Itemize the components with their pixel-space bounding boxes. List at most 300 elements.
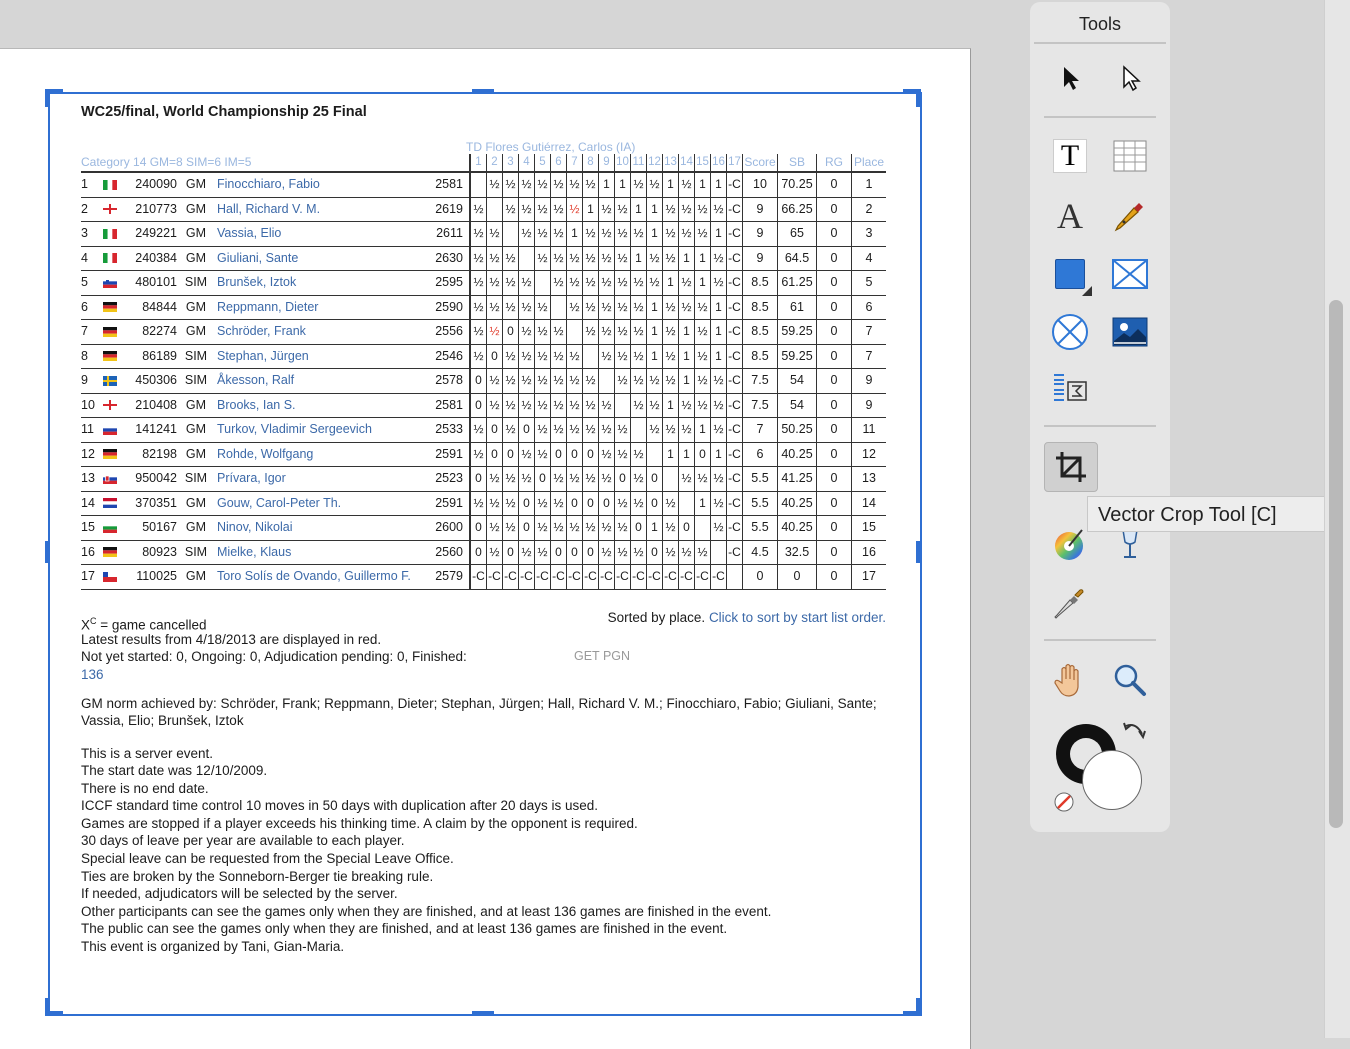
- game-result[interactable]: ½: [615, 295, 631, 320]
- game-result[interactable]: 1: [647, 344, 663, 369]
- game-result[interactable]: ½: [599, 442, 615, 467]
- game-result[interactable]: ½: [599, 540, 615, 565]
- game-result[interactable]: ½: [470, 442, 487, 467]
- game-result[interactable]: ½: [487, 222, 503, 247]
- game-result[interactable]: 0: [583, 442, 599, 467]
- pen-icon[interactable]: [1108, 194, 1152, 238]
- game-result[interactable]: 0: [535, 467, 551, 492]
- game-result[interactable]: ½: [567, 393, 583, 418]
- game-result[interactable]: ½: [535, 172, 551, 197]
- game-result[interactable]: [711, 540, 727, 565]
- game-result[interactable]: ½: [599, 246, 615, 271]
- game-result[interactable]: 1: [695, 491, 711, 516]
- game-result[interactable]: 1: [711, 172, 727, 197]
- game-result[interactable]: ½: [567, 516, 583, 541]
- game-result[interactable]: 1: [663, 271, 679, 296]
- game-result[interactable]: ½: [583, 418, 599, 443]
- game-result[interactable]: ½: [663, 320, 679, 345]
- game-result[interactable]: ½: [647, 393, 663, 418]
- game-result[interactable]: [535, 271, 551, 296]
- game-result[interactable]: ½: [647, 172, 663, 197]
- game-result[interactable]: ½: [519, 442, 535, 467]
- game-result[interactable]: 0: [567, 442, 583, 467]
- game-result[interactable]: -C: [727, 320, 743, 345]
- game-result[interactable]: ½: [631, 369, 647, 394]
- game-result[interactable]: ½: [583, 295, 599, 320]
- game-result[interactable]: -C: [519, 565, 535, 590]
- game-result[interactable]: -C: [727, 491, 743, 516]
- game-result[interactable]: ½: [615, 418, 631, 443]
- game-result[interactable]: ½: [551, 222, 567, 247]
- player-name-link[interactable]: Brunšek, Iztok: [215, 271, 427, 296]
- game-result[interactable]: -C: [727, 369, 743, 394]
- game-result[interactable]: ½: [519, 467, 535, 492]
- game-result[interactable]: -C: [503, 565, 519, 590]
- game-result[interactable]: ½: [551, 271, 567, 296]
- handle-top-left-v[interactable]: [45, 89, 50, 107]
- game-result[interactable]: ½: [470, 320, 487, 345]
- handle-bottom-left-v[interactable]: [45, 998, 50, 1016]
- game-result[interactable]: 1: [583, 197, 599, 222]
- player-name-link[interactable]: Rohde, Wolfgang: [215, 442, 427, 467]
- game-result[interactable]: 0: [599, 491, 615, 516]
- game-result[interactable]: [567, 320, 583, 345]
- game-result[interactable]: 1: [647, 516, 663, 541]
- game-result[interactable]: -C: [583, 565, 599, 590]
- game-result[interactable]: 1: [695, 418, 711, 443]
- game-result[interactable]: -C: [727, 222, 743, 247]
- image-icon[interactable]: [1108, 310, 1152, 354]
- game-result[interactable]: ½: [583, 271, 599, 296]
- game-result[interactable]: -C: [663, 565, 679, 590]
- game-result[interactable]: ½: [679, 540, 695, 565]
- game-result[interactable]: ½: [631, 222, 647, 247]
- game-result[interactable]: -C: [679, 565, 695, 590]
- game-result[interactable]: 0: [519, 491, 535, 516]
- game-result[interactable]: [695, 516, 711, 541]
- player-name-link[interactable]: Mielke, Klaus: [215, 540, 427, 565]
- game-result[interactable]: 0: [631, 516, 647, 541]
- game-result[interactable]: ½: [551, 491, 567, 516]
- game-result[interactable]: ½: [615, 442, 631, 467]
- get-pgn-button[interactable]: GET PGN: [574, 648, 631, 663]
- game-result[interactable]: ½: [631, 271, 647, 296]
- game-result[interactable]: ½: [551, 516, 567, 541]
- game-result[interactable]: ½: [615, 516, 631, 541]
- game-result[interactable]: ½: [695, 295, 711, 320]
- game-result[interactable]: [599, 369, 615, 394]
- game-result[interactable]: ½: [631, 393, 647, 418]
- game-result[interactable]: [487, 197, 503, 222]
- game-result[interactable]: ½: [583, 222, 599, 247]
- handle-middle-left[interactable]: [45, 541, 50, 563]
- game-result[interactable]: [551, 295, 567, 320]
- game-result[interactable]: 1: [711, 344, 727, 369]
- game-result[interactable]: ½: [535, 540, 551, 565]
- game-result[interactable]: 1: [711, 295, 727, 320]
- game-result[interactable]: ½: [631, 344, 647, 369]
- game-result[interactable]: 0: [647, 540, 663, 565]
- game-result[interactable]: ½: [583, 393, 599, 418]
- game-result[interactable]: 1: [695, 172, 711, 197]
- game-result[interactable]: -C: [567, 565, 583, 590]
- game-result[interactable]: ½: [647, 369, 663, 394]
- handle-top-center[interactable]: [472, 89, 494, 94]
- game-result[interactable]: -C: [487, 565, 503, 590]
- player-name-link[interactable]: Stephan, Jürgen: [215, 344, 427, 369]
- game-result[interactable]: ½: [551, 393, 567, 418]
- game-result[interactable]: 1: [615, 172, 631, 197]
- game-result[interactable]: 0: [583, 491, 599, 516]
- game-result[interactable]: ½: [535, 344, 551, 369]
- text-path-icon[interactable]: [1048, 366, 1092, 410]
- game-result[interactable]: [615, 393, 631, 418]
- node-arrow-icon[interactable]: [1108, 56, 1152, 100]
- game-result[interactable]: ½: [567, 369, 583, 394]
- game-result[interactable]: ½: [631, 320, 647, 345]
- game-result[interactable]: -C: [470, 565, 487, 590]
- rectangle-icon[interactable]: [1048, 252, 1092, 296]
- game-result[interactable]: ½: [519, 222, 535, 247]
- player-name-link[interactable]: Toro Solís de Ovando, Guillermo F.: [215, 565, 427, 590]
- game-result[interactable]: -C: [727, 344, 743, 369]
- game-result[interactable]: ½: [503, 393, 519, 418]
- game-result[interactable]: 0: [519, 418, 535, 443]
- game-result[interactable]: -C: [727, 467, 743, 492]
- game-result[interactable]: 0: [503, 320, 519, 345]
- game-result[interactable]: 1: [647, 320, 663, 345]
- game-result[interactable]: -C: [551, 565, 567, 590]
- game-result[interactable]: ½: [631, 295, 647, 320]
- game-result[interactable]: ½: [663, 222, 679, 247]
- game-result[interactable]: -C: [631, 565, 647, 590]
- game-result[interactable]: ½: [615, 540, 631, 565]
- game-result[interactable]: ½: [503, 418, 519, 443]
- game-result[interactable]: ½: [711, 491, 727, 516]
- game-result[interactable]: ½: [535, 393, 551, 418]
- game-result[interactable]: ½: [567, 467, 583, 492]
- game-result[interactable]: 0: [470, 393, 487, 418]
- fill-color-well[interactable]: [1082, 750, 1142, 810]
- game-result[interactable]: -C: [535, 565, 551, 590]
- game-result[interactable]: ½: [711, 393, 727, 418]
- ellipse-frame-icon[interactable]: [1048, 310, 1092, 354]
- game-result[interactable]: [470, 172, 487, 197]
- player-name-link[interactable]: Brooks, Ian S.: [215, 393, 427, 418]
- picture-frame-icon[interactable]: [1108, 252, 1152, 296]
- game-result[interactable]: 1: [695, 246, 711, 271]
- game-result[interactable]: ½: [503, 172, 519, 197]
- game-result[interactable]: ½: [663, 418, 679, 443]
- game-result[interactable]: ½: [535, 516, 551, 541]
- swap-colors-icon[interactable]: [1120, 718, 1148, 746]
- game-result[interactable]: ½: [503, 197, 519, 222]
- player-name-link[interactable]: Schröder, Frank: [215, 320, 427, 345]
- game-result[interactable]: ½: [503, 491, 519, 516]
- game-result[interactable]: 0: [470, 369, 487, 394]
- handle-bottom-center[interactable]: [472, 1011, 494, 1016]
- game-result[interactable]: 1: [567, 222, 583, 247]
- game-result[interactable]: 0: [615, 467, 631, 492]
- game-result[interactable]: 0: [470, 516, 487, 541]
- game-result[interactable]: 1: [647, 197, 663, 222]
- game-result[interactable]: ½: [503, 246, 519, 271]
- game-result[interactable]: ½: [679, 172, 695, 197]
- game-result[interactable]: ½: [695, 222, 711, 247]
- game-result[interactable]: [727, 565, 743, 590]
- game-result[interactable]: 0: [487, 418, 503, 443]
- game-result[interactable]: ½: [599, 516, 615, 541]
- game-result[interactable]: ½: [599, 418, 615, 443]
- game-result[interactable]: ½: [487, 369, 503, 394]
- game-result[interactable]: -C: [711, 565, 727, 590]
- game-result[interactable]: ½: [679, 467, 695, 492]
- player-name-link[interactable]: Turkov, Vladimir Sergeevich: [215, 418, 427, 443]
- game-result[interactable]: ½: [470, 491, 487, 516]
- no-color-icon[interactable]: [1052, 790, 1076, 814]
- game-result[interactable]: ½: [503, 295, 519, 320]
- game-result[interactable]: ½: [615, 320, 631, 345]
- game-result[interactable]: ½: [487, 320, 503, 345]
- game-result[interactable]: -C: [727, 418, 743, 443]
- game-result[interactable]: ½: [487, 172, 503, 197]
- game-result[interactable]: 1: [599, 172, 615, 197]
- game-result[interactable]: ½: [519, 540, 535, 565]
- game-result[interactable]: ½: [599, 320, 615, 345]
- game-result[interactable]: 0: [487, 344, 503, 369]
- game-result[interactable]: ½: [711, 467, 727, 492]
- color-picker-icon[interactable]: [1048, 522, 1092, 566]
- game-result[interactable]: 0: [487, 442, 503, 467]
- game-result[interactable]: ½: [631, 467, 647, 492]
- game-result[interactable]: ½: [551, 246, 567, 271]
- game-result[interactable]: ½: [567, 418, 583, 443]
- game-result[interactable]: ½: [487, 467, 503, 492]
- zoom-icon[interactable]: [1108, 658, 1152, 702]
- game-result[interactable]: ½: [470, 271, 487, 296]
- game-result[interactable]: ½: [695, 320, 711, 345]
- handle-top-right-v[interactable]: [916, 89, 921, 107]
- game-result[interactable]: 0: [695, 442, 711, 467]
- player-name-link[interactable]: Åkesson, Ralf: [215, 369, 427, 394]
- game-result[interactable]: ½: [535, 418, 551, 443]
- finished-count-link[interactable]: 136: [81, 666, 104, 682]
- game-result[interactable]: ½: [503, 516, 519, 541]
- handle-bottom-right-v[interactable]: [916, 998, 921, 1016]
- game-result[interactable]: ½: [679, 393, 695, 418]
- game-result[interactable]: ½: [519, 320, 535, 345]
- game-result[interactable]: ½: [679, 222, 695, 247]
- game-result[interactable]: ½: [631, 172, 647, 197]
- game-result[interactable]: 0: [567, 491, 583, 516]
- game-result[interactable]: ½: [583, 320, 599, 345]
- game-result[interactable]: ½: [551, 369, 567, 394]
- select-arrow-icon[interactable]: [1048, 56, 1092, 100]
- game-result[interactable]: ½: [679, 295, 695, 320]
- game-result[interactable]: ½: [551, 320, 567, 345]
- game-result[interactable]: 0: [679, 516, 695, 541]
- game-result[interactable]: ½: [631, 442, 647, 467]
- game-result[interactable]: ½: [599, 393, 615, 418]
- game-result[interactable]: ½: [487, 246, 503, 271]
- game-result[interactable]: ½: [519, 344, 535, 369]
- game-result[interactable]: 1: [679, 320, 695, 345]
- game-result[interactable]: ½: [470, 295, 487, 320]
- game-result[interactable]: ½: [631, 491, 647, 516]
- game-result[interactable]: [583, 344, 599, 369]
- game-result[interactable]: ½: [695, 393, 711, 418]
- game-result[interactable]: ½: [503, 467, 519, 492]
- game-result[interactable]: 0: [583, 540, 599, 565]
- game-result[interactable]: ½: [663, 369, 679, 394]
- player-name-link[interactable]: Giuliani, Sante: [215, 246, 427, 271]
- game-result[interactable]: ½: [583, 467, 599, 492]
- game-result[interactable]: 1: [663, 442, 679, 467]
- game-result[interactable]: 0: [470, 540, 487, 565]
- game-result[interactable]: ½: [519, 369, 535, 394]
- game-result[interactable]: ½: [599, 197, 615, 222]
- game-result[interactable]: ½: [631, 540, 647, 565]
- game-result[interactable]: 1: [695, 271, 711, 296]
- game-result[interactable]: ½: [551, 197, 567, 222]
- game-result[interactable]: ½: [583, 246, 599, 271]
- game-result[interactable]: ½: [663, 516, 679, 541]
- game-result[interactable]: [679, 491, 695, 516]
- game-result[interactable]: ½: [487, 516, 503, 541]
- art-text-icon[interactable]: A: [1057, 196, 1083, 236]
- game-result[interactable]: ½: [663, 344, 679, 369]
- game-result[interactable]: ½: [615, 197, 631, 222]
- game-result[interactable]: ½: [535, 295, 551, 320]
- game-result[interactable]: 1: [631, 197, 647, 222]
- game-result[interactable]: -C: [727, 516, 743, 541]
- game-result[interactable]: ½: [551, 344, 567, 369]
- game-result[interactable]: ½: [567, 246, 583, 271]
- game-result[interactable]: ½: [487, 393, 503, 418]
- game-result[interactable]: ½: [567, 197, 583, 222]
- game-result[interactable]: 1: [679, 442, 695, 467]
- game-result[interactable]: ½: [615, 344, 631, 369]
- game-result[interactable]: ½: [647, 246, 663, 271]
- game-result[interactable]: ½: [470, 344, 487, 369]
- player-name-link[interactable]: Hall, Richard V. M.: [215, 197, 427, 222]
- game-result[interactable]: ½: [487, 540, 503, 565]
- game-result[interactable]: ½: [535, 369, 551, 394]
- game-result[interactable]: ½: [487, 271, 503, 296]
- game-result[interactable]: 0: [470, 467, 487, 492]
- game-result[interactable]: 0: [647, 491, 663, 516]
- game-result[interactable]: ½: [535, 491, 551, 516]
- game-result[interactable]: -C: [727, 295, 743, 320]
- game-result[interactable]: ½: [583, 369, 599, 394]
- game-result[interactable]: ½: [711, 418, 727, 443]
- game-result[interactable]: ½: [535, 222, 551, 247]
- game-result[interactable]: 1: [711, 222, 727, 247]
- game-result[interactable]: ½: [615, 222, 631, 247]
- game-result[interactable]: 1: [711, 320, 727, 345]
- game-result[interactable]: ½: [599, 344, 615, 369]
- game-result[interactable]: -C: [647, 565, 663, 590]
- game-result[interactable]: ½: [567, 271, 583, 296]
- game-result[interactable]: ½: [583, 172, 599, 197]
- game-result[interactable]: ½: [599, 467, 615, 492]
- game-result[interactable]: ½: [567, 172, 583, 197]
- game-result[interactable]: ½: [695, 197, 711, 222]
- sort-start-list-link[interactable]: Click to sort by start list order.: [708, 609, 886, 625]
- game-result[interactable]: 0: [551, 442, 567, 467]
- game-result[interactable]: 1: [711, 442, 727, 467]
- game-result[interactable]: ½: [503, 271, 519, 296]
- game-result[interactable]: ½: [503, 369, 519, 394]
- game-result[interactable]: ½: [487, 491, 503, 516]
- game-result[interactable]: ½: [711, 369, 727, 394]
- game-result[interactable]: [663, 467, 679, 492]
- text-frame-icon[interactable]: T: [1048, 134, 1092, 178]
- game-result[interactable]: ½: [695, 344, 711, 369]
- game-result[interactable]: -C: [727, 172, 743, 197]
- game-result[interactable]: 1: [631, 246, 647, 271]
- game-result[interactable]: ½: [535, 197, 551, 222]
- game-result[interactable]: 1: [679, 246, 695, 271]
- table-icon[interactable]: [1108, 134, 1152, 178]
- game-result[interactable]: -C: [727, 442, 743, 467]
- game-result[interactable]: ½: [615, 246, 631, 271]
- scroll-thumb[interactable]: [1329, 300, 1343, 828]
- game-result[interactable]: [503, 222, 519, 247]
- game-result[interactable]: ½: [519, 271, 535, 296]
- game-result[interactable]: ½: [615, 491, 631, 516]
- game-result[interactable]: ½: [711, 271, 727, 296]
- game-result[interactable]: ½: [663, 295, 679, 320]
- game-result[interactable]: ½: [519, 197, 535, 222]
- game-result[interactable]: ½: [695, 467, 711, 492]
- game-result[interactable]: ½: [599, 271, 615, 296]
- game-result[interactable]: ½: [583, 516, 599, 541]
- game-result[interactable]: ½: [663, 491, 679, 516]
- eyedropper-icon[interactable]: [1048, 580, 1092, 624]
- game-result[interactable]: ½: [551, 418, 567, 443]
- game-result[interactable]: ½: [663, 197, 679, 222]
- game-result[interactable]: [519, 246, 535, 271]
- game-result[interactable]: -C: [727, 246, 743, 271]
- game-result[interactable]: -C: [727, 197, 743, 222]
- game-result[interactable]: 1: [679, 369, 695, 394]
- game-result[interactable]: ½: [470, 246, 487, 271]
- game-result[interactable]: 1: [663, 393, 679, 418]
- game-result[interactable]: ½: [535, 246, 551, 271]
- game-result[interactable]: [631, 418, 647, 443]
- game-result[interactable]: -C: [727, 271, 743, 296]
- player-name-link[interactable]: Ninov, Nikolai: [215, 516, 427, 541]
- game-result[interactable]: 0: [551, 540, 567, 565]
- player-name-link[interactable]: Vassia, Elio: [215, 222, 427, 247]
- game-result[interactable]: ½: [647, 418, 663, 443]
- game-result[interactable]: ½: [679, 271, 695, 296]
- game-result[interactable]: -C: [727, 540, 743, 565]
- game-result[interactable]: ½: [551, 467, 567, 492]
- game-result[interactable]: [647, 442, 663, 467]
- game-result[interactable]: ½: [567, 295, 583, 320]
- player-name-link[interactable]: Gouw, Carol-Peter Th.: [215, 491, 427, 516]
- player-name-link[interactable]: Reppmann, Dieter: [215, 295, 427, 320]
- game-result[interactable]: ½: [487, 295, 503, 320]
- game-result[interactable]: ½: [663, 246, 679, 271]
- game-result[interactable]: ½: [519, 393, 535, 418]
- game-result[interactable]: 0: [567, 540, 583, 565]
- game-result[interactable]: -C: [615, 565, 631, 590]
- game-result[interactable]: 0: [503, 540, 519, 565]
- game-result[interactable]: ½: [535, 442, 551, 467]
